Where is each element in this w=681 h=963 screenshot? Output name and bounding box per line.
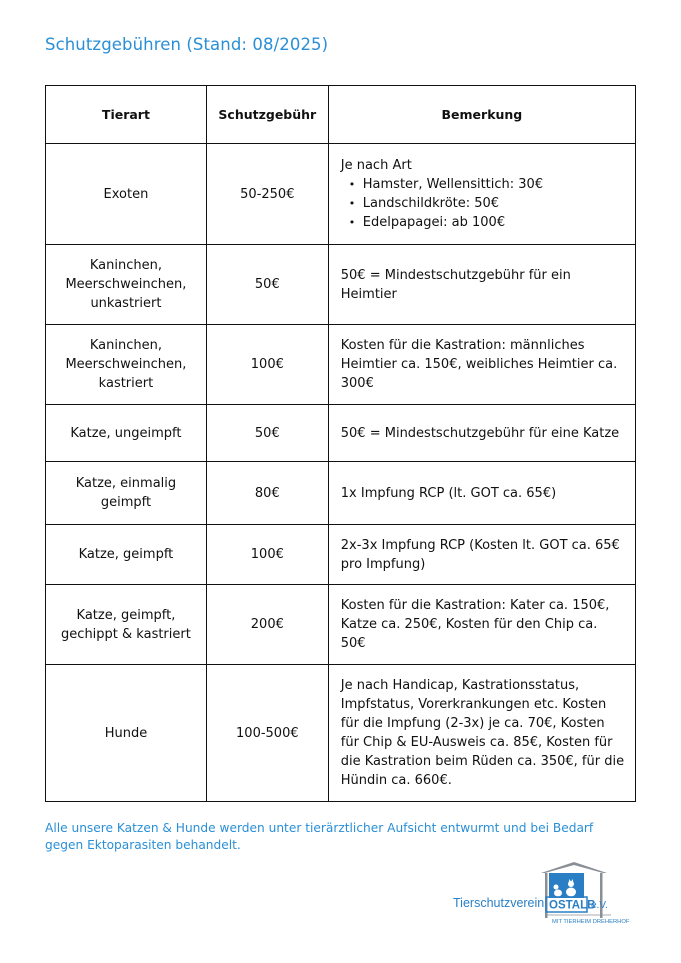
note-intro: Je nach Art — [340, 158, 412, 173]
animal-cell: Katze, ungeimpft — [46, 405, 207, 462]
footnote: Alle unsere Katzen & Hunde werden unter tierärztlicher Aufsicht entwurmt und bei Bedarf gegen Ektoparasiten behandelt. — [45, 821, 594, 852]
logo-roof — [541, 862, 607, 873]
table-row — [46, 245, 636, 325]
fee-cell: 50€ — [206, 405, 328, 462]
logo-name-box-text: OSTALB — [549, 899, 596, 912]
fee-cell: 200€ — [206, 585, 328, 665]
table-header-row — [46, 86, 636, 144]
logo-house-right-wall — [600, 873, 603, 918]
animal-cell: Katze, einmalig geimpft — [46, 462, 207, 525]
note-cell: 50€ = Mindestschutzgebühr für ein Heimtier — [328, 245, 635, 325]
animal-cell: Katze, geimpft, gechippt & kastriert — [46, 585, 207, 665]
note-cell: Kosten für die Kastration: männliches Heimtier ca. 150€, weibliches Heimtier ca. 300€ — [328, 325, 635, 405]
fee-cell: 50€ — [206, 245, 328, 325]
table-row — [46, 462, 636, 525]
table-row — [46, 405, 636, 462]
logo-tagline: MIT TIERHEIM DREHERHOF — [552, 919, 630, 925]
header-fee: Schutzgebühr — [206, 86, 328, 144]
fee-table — [45, 85, 636, 802]
note-cell: 1x Impfung RCP (lt. GOT ca. 65€) — [328, 462, 635, 525]
header-animal: Tierart — [46, 86, 207, 144]
fee-cell: 100-500€ — [206, 665, 328, 802]
list-item: • Edelpapagei: ab 100€ — [363, 213, 625, 232]
logo-graphic — [453, 862, 633, 942]
note-cell — [328, 144, 635, 245]
animal-cell: Exoten — [46, 144, 207, 245]
note-bullet-list — [341, 175, 625, 232]
page-title: Schutzgebühren (Stand: 08/2025) — [45, 35, 329, 54]
table-row — [46, 144, 636, 245]
table-row — [46, 665, 636, 802]
animal-cell: Hunde — [46, 665, 207, 802]
fee-cell: 80€ — [206, 462, 328, 525]
fee-cell: 100€ — [206, 525, 328, 585]
list-item: • Landschildkröte: 50€ — [363, 194, 625, 213]
animal-cell: Kaninchen, Meerschweinchen, kastriert — [46, 325, 207, 405]
table-row — [46, 325, 636, 405]
animal-cell: Kaninchen, Meerschweinchen, unkastriert — [46, 245, 207, 325]
note-cell: Je nach Handicap, Kastrationsstatus, Impfstatus, Vorerkrankungen etc. Kosten für die Impfung (2-3x) je ca. 70€, Kosten für Chip & EU-Ausweis ca. 85€, Kosten für die Kastration beim Rüden ca. 350€, für die Hündin ca. 660€. — [328, 665, 635, 802]
fee-cell: 100€ — [206, 325, 328, 405]
logo-suffix: e.V. — [591, 900, 608, 911]
note-cell: 2x-3x Impfung RCP (Kosten lt. GOT ca. 65€ pro Impfung) — [328, 525, 635, 585]
header-note: Bemerkung — [328, 86, 635, 144]
table-row — [46, 585, 636, 665]
table-row — [46, 525, 636, 585]
note-cell: 50€ = Mindestschutzgebühr für eine Katze — [328, 405, 635, 462]
organization-logo — [453, 862, 633, 942]
note-cell: Kosten für die Kastration: Kater ca. 150€, Katze ca. 250€, Kosten für den Chip ca. 50€ — [328, 585, 635, 665]
list-item: • Hamster, Wellensittich: 30€ — [363, 175, 625, 194]
logo-name-left: Tierschutzverein — [453, 896, 545, 910]
animal-cell: Katze, geimpft — [46, 525, 207, 585]
fee-cell: 50-250€ — [206, 144, 328, 245]
